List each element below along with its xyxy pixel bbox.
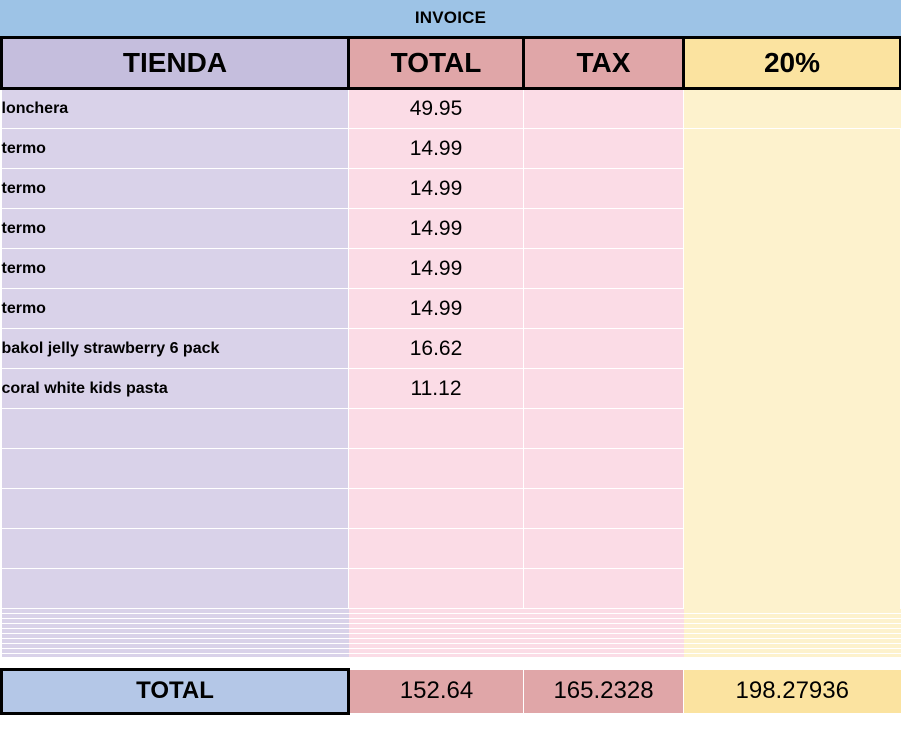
cell-tax[interactable]: [524, 329, 684, 369]
totals-total-value[interactable]: 152.64: [349, 669, 524, 713]
column-header-tax[interactable]: TAX: [524, 38, 684, 89]
cell-twenty-percent-merged[interactable]: [684, 129, 901, 609]
cell-tienda[interactable]: [2, 449, 349, 489]
cell-total[interactable]: [349, 449, 524, 489]
cell-tienda[interactable]: [2, 489, 349, 529]
cell-total[interactable]: 14.99: [349, 129, 524, 169]
cell-total[interactable]: 49.95: [349, 89, 524, 129]
cell-tienda[interactable]: lonchera: [2, 89, 349, 129]
cell-tienda[interactable]: termo: [2, 209, 349, 249]
cell-total[interactable]: [349, 529, 524, 569]
bottom-gap-cell: [2, 713, 349, 731]
cell-tax[interactable]: [524, 489, 684, 529]
cell-tax[interactable]: [524, 209, 684, 249]
collapsed-band-tax: [524, 609, 684, 658]
row-gap: [2, 657, 901, 669]
column-header-total[interactable]: TOTAL: [349, 38, 524, 89]
invoice-title-bar: [0, 0, 901, 36]
row-gap-cell: [349, 657, 524, 669]
bottom-gap-cell: [524, 713, 684, 731]
column-header-tienda[interactable]: TIENDA: [2, 38, 349, 89]
cell-tax[interactable]: [524, 449, 684, 489]
cell-tax[interactable]: [524, 169, 684, 209]
cell-tax[interactable]: [524, 129, 684, 169]
cell-total[interactable]: 14.99: [349, 249, 524, 289]
cell-total[interactable]: 14.99: [349, 169, 524, 209]
bottom-gap-cell: [349, 713, 524, 731]
cell-tienda[interactable]: termo: [2, 169, 349, 209]
cell-tax[interactable]: [524, 369, 684, 409]
cell-tax[interactable]: [524, 289, 684, 329]
cell-total[interactable]: [349, 409, 524, 449]
cell-tienda[interactable]: [2, 409, 349, 449]
bottom-gap: [2, 713, 901, 731]
invoice-table: [0, 36, 901, 731]
cell-total[interactable]: [349, 569, 524, 609]
cell-tax[interactable]: [524, 569, 684, 609]
cell-total[interactable]: [349, 489, 524, 529]
collapsed-rows-band[interactable]: [2, 609, 901, 658]
cell-tax[interactable]: [524, 409, 684, 449]
row-gap-cell: [2, 657, 349, 669]
collapsed-band-tienda: [2, 609, 349, 658]
column-header-twenty-percent[interactable]: 20%: [684, 38, 901, 89]
cell-twenty-percent[interactable]: [684, 89, 901, 129]
table-row: [2, 89, 901, 129]
cell-tax[interactable]: [524, 89, 684, 129]
row-gap-cell: [524, 657, 684, 669]
totals-label[interactable]: TOTAL: [2, 669, 349, 713]
table-row: [2, 129, 901, 169]
cell-total[interactable]: 14.99: [349, 289, 524, 329]
collapsed-band-twenty: [684, 609, 901, 658]
bottom-gap-cell: [684, 713, 901, 731]
cell-tienda[interactable]: [2, 569, 349, 609]
row-gap-cell: [684, 657, 901, 669]
cell-tienda[interactable]: termo: [2, 249, 349, 289]
cell-tax[interactable]: [524, 249, 684, 289]
cell-tienda[interactable]: [2, 529, 349, 569]
cell-tax[interactable]: [524, 529, 684, 569]
cell-total[interactable]: 14.99: [349, 209, 524, 249]
cell-tienda[interactable]: termo: [2, 129, 349, 169]
totals-twenty-percent-value[interactable]: 198.27936: [684, 669, 901, 713]
table-header-row: [2, 38, 901, 89]
cell-tienda[interactable]: bakol jelly strawberry 6 pack: [2, 329, 349, 369]
collapsed-band-total: [349, 609, 524, 658]
cell-total[interactable]: 11.12: [349, 369, 524, 409]
totals-tax-value[interactable]: 165.2328: [524, 669, 684, 713]
cell-total[interactable]: 16.62: [349, 329, 524, 369]
cell-tienda[interactable]: termo: [2, 289, 349, 329]
page-title: INVOICE: [415, 8, 486, 28]
cell-tienda[interactable]: coral white kids pasta: [2, 369, 349, 409]
